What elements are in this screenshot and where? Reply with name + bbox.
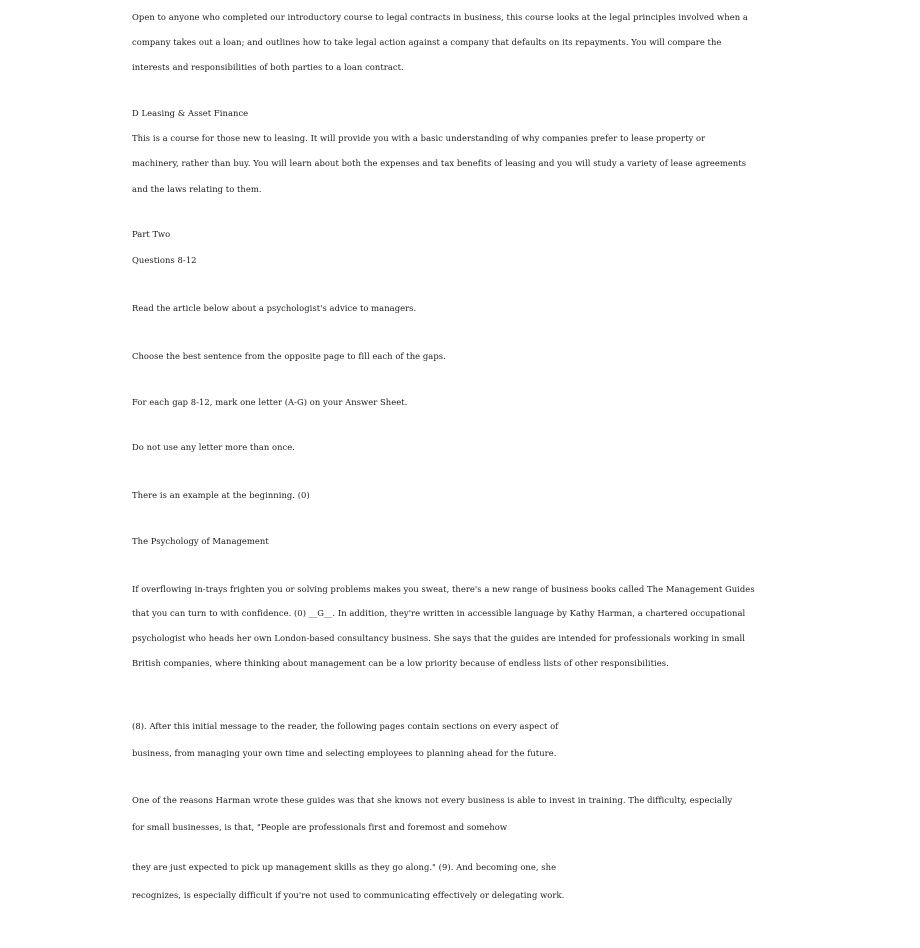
intro-paragraph-line: interests and responsibilities of both parties to a loan contract. [132, 62, 404, 72]
article-paragraph-line: If overflowing in-trays frighten you or solving problems makes you sweat, there's a new range of business books called The Management Guides [132, 584, 755, 594]
instruction-example: There is an example at the beginning. (0) [132, 490, 310, 500]
instruction-mark: For each gap 8-12, mark one letter (A-G) on your Answer Sheet. [132, 397, 408, 407]
article-paragraph-line: (8). After this initial message to the reader, the following pages contain sections on every aspect of [132, 721, 559, 731]
course-d-line: and the laws relating to them. [132, 184, 262, 194]
article-paragraph-line: for small businesses, is that, "People are professionals first and foremost and somehow [132, 822, 508, 832]
instruction-once: Do not use any letter more than once. [132, 442, 295, 452]
article-title: The Psychology of Management [132, 536, 269, 546]
course-d-line: This is a course for those new to leasing. It will provide you with a basic understanding of why companies prefer to lease property or [132, 133, 706, 143]
questions-label: Questions 8-12 [132, 255, 197, 265]
part-two-heading: Part Two [132, 229, 171, 239]
instruction-read: Read the article below about a psychologist's advice to managers. [132, 303, 417, 313]
course-d-title: D Leasing & Asset Finance [132, 108, 249, 118]
article-paragraph-line: recognizes, is especially difficult if you're not used to communicating effectively or delegating work. [132, 890, 565, 900]
article-paragraph-line: that you can turn to with confidence. (0) __G__. In addition, they're written in accessible language by Kathy Harman, a chartered occupational [132, 608, 746, 618]
article-paragraph-line: psychologist who heads her own London-based consultancy business. She says that the guides are intended for professionals working in small [132, 633, 745, 643]
article-paragraph-line: One of the reasons Harman wrote these guides was that she knows not every business is able to invest in training. The difficulty, especially [132, 795, 733, 805]
instruction-choose: Choose the best sentence from the opposite page to fill each of the gaps. [132, 351, 446, 361]
course-d-line: machinery, rather than buy. You will learn about both the expenses and tax benefits of leasing and you will study a variety of lease agreements [132, 158, 747, 168]
intro-paragraph-line: Open to anyone who completed our introductory course to legal contracts in business, this course looks at the legal principles involved when a [132, 12, 748, 22]
article-paragraph-line: British companies, where thinking about management can be a low priority because of endless lists of other responsibilities. [132, 658, 669, 668]
article-paragraph-line: they are just expected to pick up management skills as they go along." (9). And becoming one, she [132, 862, 557, 872]
article-paragraph-line: business, from managing your own time and selecting employees to planning ahead for the future. [132, 748, 557, 758]
intro-paragraph-line: company takes out a loan; and outlines how to take legal action against a company that defaults on its repayments. You will compare the [132, 37, 722, 47]
